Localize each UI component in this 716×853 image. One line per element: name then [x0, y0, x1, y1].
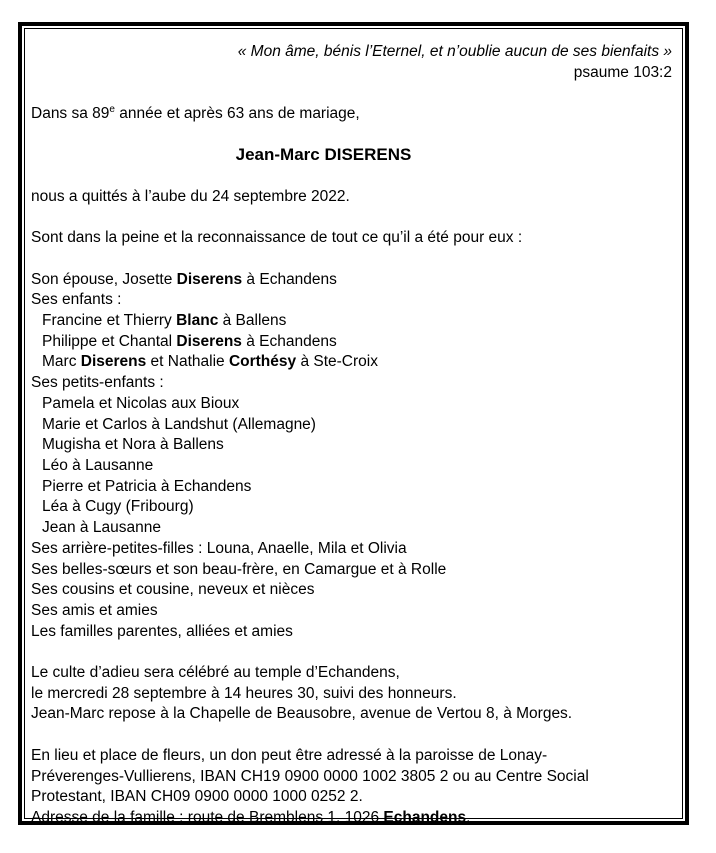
family-line: Ses cousins et cousine, neveux et nièces: [31, 581, 315, 599]
donation-line: Protestant, IBAN CH09 0900 0000 1000 0252 2.: [31, 788, 363, 806]
family-line: Francine et Thierry Blanc à Ballens: [42, 312, 287, 330]
age-line: [31, 104, 672, 125]
family-line: Ses enfants :: [31, 291, 122, 309]
obituary-content: [24, 28, 683, 826]
ceremony-line: Le culte d’adieu sera célébré au temple d’Echandens,: [31, 664, 400, 681]
family-line: Ses arrière-petites-filles : Louna, Anaelle, Mila et Olivia: [31, 539, 407, 557]
age-superscript: e: [109, 103, 115, 115]
ceremony-line: Jean-Marc repose à la Chapelle de Beausobre, avenue de Vertou 8, à Morges.: [31, 705, 573, 723]
family-line: Léo à Lausanne: [42, 456, 154, 474]
donation-info: [31, 746, 672, 829]
family-line: Ses belles-sœurs et son beau-frère, en Camargue et à Rolle: [31, 560, 447, 578]
family-line: Son épouse, Josette Diserens à Echandens: [31, 270, 337, 288]
age-line-start: Dans sa 89: [31, 105, 110, 123]
grief-intro: Sont dans la peine et la reconnaissance de tout ce qu’il a été pour eux :: [31, 229, 523, 247]
epigraph: [31, 42, 672, 83]
obituary-card: [18, 22, 689, 825]
family-line: Léa à Cugy (Fribourg): [42, 498, 194, 516]
family-list: [31, 270, 672, 643]
family-line: Philippe et Chantal Diserens à Echandens: [42, 332, 337, 350]
family-line: Ses amis et amies: [31, 601, 158, 619]
donation-line: En lieu et place de fleurs, un don peut être adressé à la paroisse de Lonay-: [31, 746, 548, 764]
ceremony-line: le mercredi 28 septembre à 14 heures 30, suivi des honneurs.: [31, 684, 457, 702]
epigraph-reference: psaume 103:2: [573, 63, 672, 81]
family-line: Pierre et Patricia à Echandens: [42, 477, 252, 495]
epigraph-quote: « Mon âme, bénis l’Eternel, et n’oublie aucun de ses bienfaits »: [237, 43, 672, 60]
family-line: Ses petits-enfants :: [31, 374, 164, 392]
deceased-name: Jean-Marc DISERENS: [235, 145, 412, 165]
ceremony-info: [31, 663, 672, 725]
family-line: Pamela et Nicolas aux Bioux: [42, 394, 240, 412]
age-line-rest: année et après 63 ans de mariage,: [114, 105, 360, 123]
family-line: Jean à Lausanne: [42, 519, 161, 537]
family-line: Marie et Carlos à Landshut (Allemagne): [42, 415, 316, 433]
family-line: Marc Diserens et Nathalie Corthésy à Ste-Croix: [42, 353, 378, 371]
passing-line: nous a quittés à l’aube du 24 septembre 2022.: [31, 187, 350, 205]
donation-line: Adresse de la famille : route de Bremblens 1, 1026 Echandens.: [31, 808, 471, 826]
family-line: Les familles parentes, alliées et amies: [31, 622, 293, 640]
family-line: Mugisha et Nora à Ballens: [42, 436, 224, 454]
donation-line: Préverenges-Vullierens, IBAN CH19 0900 0000 1002 3805 2 ou au Centre Social: [31, 767, 589, 785]
